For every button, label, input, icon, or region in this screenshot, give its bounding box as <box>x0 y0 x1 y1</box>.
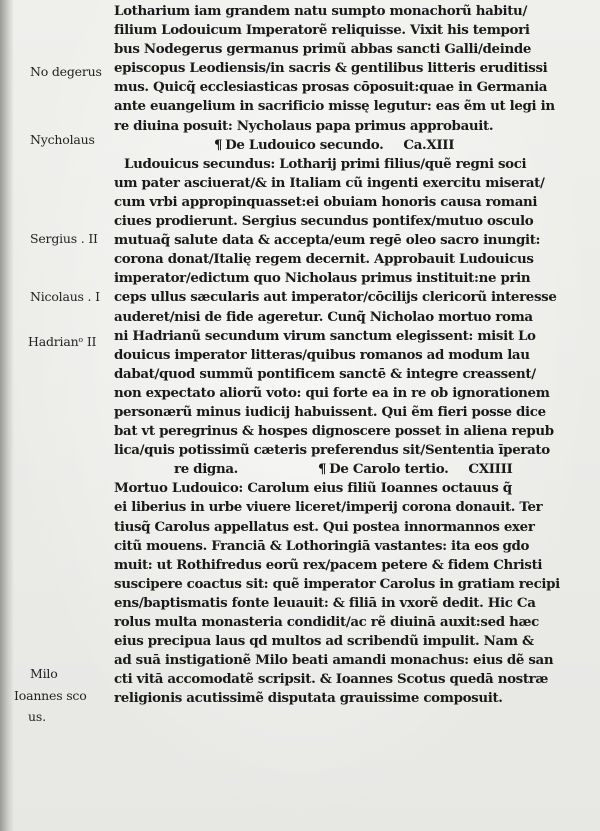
text-line: Ludouicus secundus: Lotharij primi filius/quẽ regni soci <box>124 155 527 172</box>
chapter-heading-carolo <box>114 460 570 479</box>
text-line: ante euangelium in sacrificio missę legutur: eas ẽm ut legi in <box>114 98 555 115</box>
chapter-title: De Carolo tertio. <box>329 461 449 478</box>
text-line: ciues prodierunt. Sergius secundus pontifex/mutuo osculo <box>114 213 534 230</box>
text-line: auderet/nisi de fide ageretur. Cunq̃ Nicholao mortuo roma <box>114 308 533 325</box>
text-line: episcopus Leodiensis/in sacris & gentilibus litteris eruditissi <box>114 60 548 77</box>
chapter-number: Ca.XIII <box>403 136 455 153</box>
text-line: ceps ullus sæcularis aut imperator/cōcilijs clericorũ interesse <box>114 289 557 306</box>
text-line: dabat/quod summũ pontificem sanctē & integre creassent/ <box>114 365 536 382</box>
text-line: mus. Quicq̃ ecclesiasticas prosas cōposuit:quae in Germania <box>114 79 548 96</box>
text-line: citũ mouens. Franciā & Lothoringiā vastantes: ita eos gdo <box>114 537 530 554</box>
text-line: re diuina posuit: Nycholaus papa primus approbauit. <box>114 117 494 134</box>
text-line: suscipere coactus sit: quẽ imperator Carolus in gratiam recipi <box>114 575 560 592</box>
text-line: bus Nodegerus germanus primũ abbas sancti Galli/deinde <box>114 41 532 58</box>
text-line: corona donat/Italię regem decernit. Approbauit Ludouicus <box>114 251 534 268</box>
margin-note-nycholaus: Nycholaus <box>30 132 95 147</box>
margin-note-nicolaus: Nicolaus . I <box>30 289 100 304</box>
text-line: mutuaq̃ salute data & accepta/eum regē oleo sacro inungit: <box>114 232 541 249</box>
pilcrow-icon: ¶ <box>317 461 327 478</box>
margin-note-us: us. <box>28 709 46 724</box>
text-line-end: re digna. <box>174 461 238 478</box>
margin-note-sergius: Sergius . II <box>30 231 98 246</box>
text-line: um pater asciuerat/& in Italiam cũ ingenti exercitu miserat/ <box>114 174 545 191</box>
text-line: eius precipua laus qd multos ad scribendũ impulit. Nam & <box>114 633 534 650</box>
text-line: Lotharium iam grandem natu sumpto monachorũ habitu/ <box>114 3 527 19</box>
text-line: personærũ minus iudicij habuissent. Qui ẽm fieri posse dice <box>114 403 546 420</box>
text-line: ens/baptismatis fonte leuauit: & filiā in vxorẽ dedit. Hic Ca <box>114 594 536 611</box>
text-line: imperator/edictum quo Nicholaus primus instituit:ne prin <box>114 270 531 287</box>
text-line: bat vt peregrinus & hospes dignoscere posset in aliena repub <box>114 423 554 440</box>
text-line: rolus multa monasteria condidit/ac rẽ diuinā auxit:sed hæc <box>114 614 539 630</box>
page-gutter-shadow <box>0 0 14 831</box>
margin-note-hadrianus: Hadrianᵒ II <box>28 334 97 349</box>
text-line: religionis acutissimẽ disputata grauissime composuit. <box>114 690 503 707</box>
main-text-column <box>114 2 570 708</box>
chapter-heading-ludouico <box>114 136 570 155</box>
text-line: Mortuo Ludouico: Carolum eius filiũ Ioannes octauus q̃ <box>114 480 512 497</box>
margin-note-ioannes-scotus: Ioannes sco <box>14 688 87 703</box>
text-line: filium Lodouicum Imperatorẽ reliquisse. Vixit his tempori <box>114 22 530 39</box>
text-line: non expectato aliorũ voto: qui forte ea in re ob ignorationem <box>114 384 550 401</box>
chapter-number: CXIIII <box>468 461 513 478</box>
text-line: tiusq̃ Carolus appellatus est. Qui postea innormannos exer <box>114 518 535 535</box>
text-line: ei liberius in urbe viuere liceret/imperij corona donauit. Ter <box>114 499 543 516</box>
pilcrow-icon: ¶ <box>214 136 223 153</box>
margin-note-nodegerus: No degerus <box>30 64 102 79</box>
margin-note-milo: Milo <box>30 666 58 681</box>
text-line: muit: ut Rothifredus eorũ rex/pacem petere & fidem Christi <box>114 556 543 573</box>
text-line: cti vitā accomodatẽ scripsit. & Ioannes Scotus quedā nostræ <box>114 671 549 688</box>
text-line: lica/quis potissimũ cæteris preferendus sit/Sententia īperato <box>114 442 550 459</box>
text-line: ni Hadrianũ secundum virum sanctum elegissent: misit Lo <box>114 327 536 344</box>
text-line: douicus imperator litteras/quibus romanos ad modum lau <box>114 346 530 363</box>
text-line: cum vrbi appropinquasset:ei obuiam honoris causa romani <box>114 193 538 210</box>
text-line: ad suā instigationẽ Milo beati amandi monachus: eius dẽ san <box>114 652 554 669</box>
chapter-title: De Ludouico secundo. <box>225 136 384 153</box>
